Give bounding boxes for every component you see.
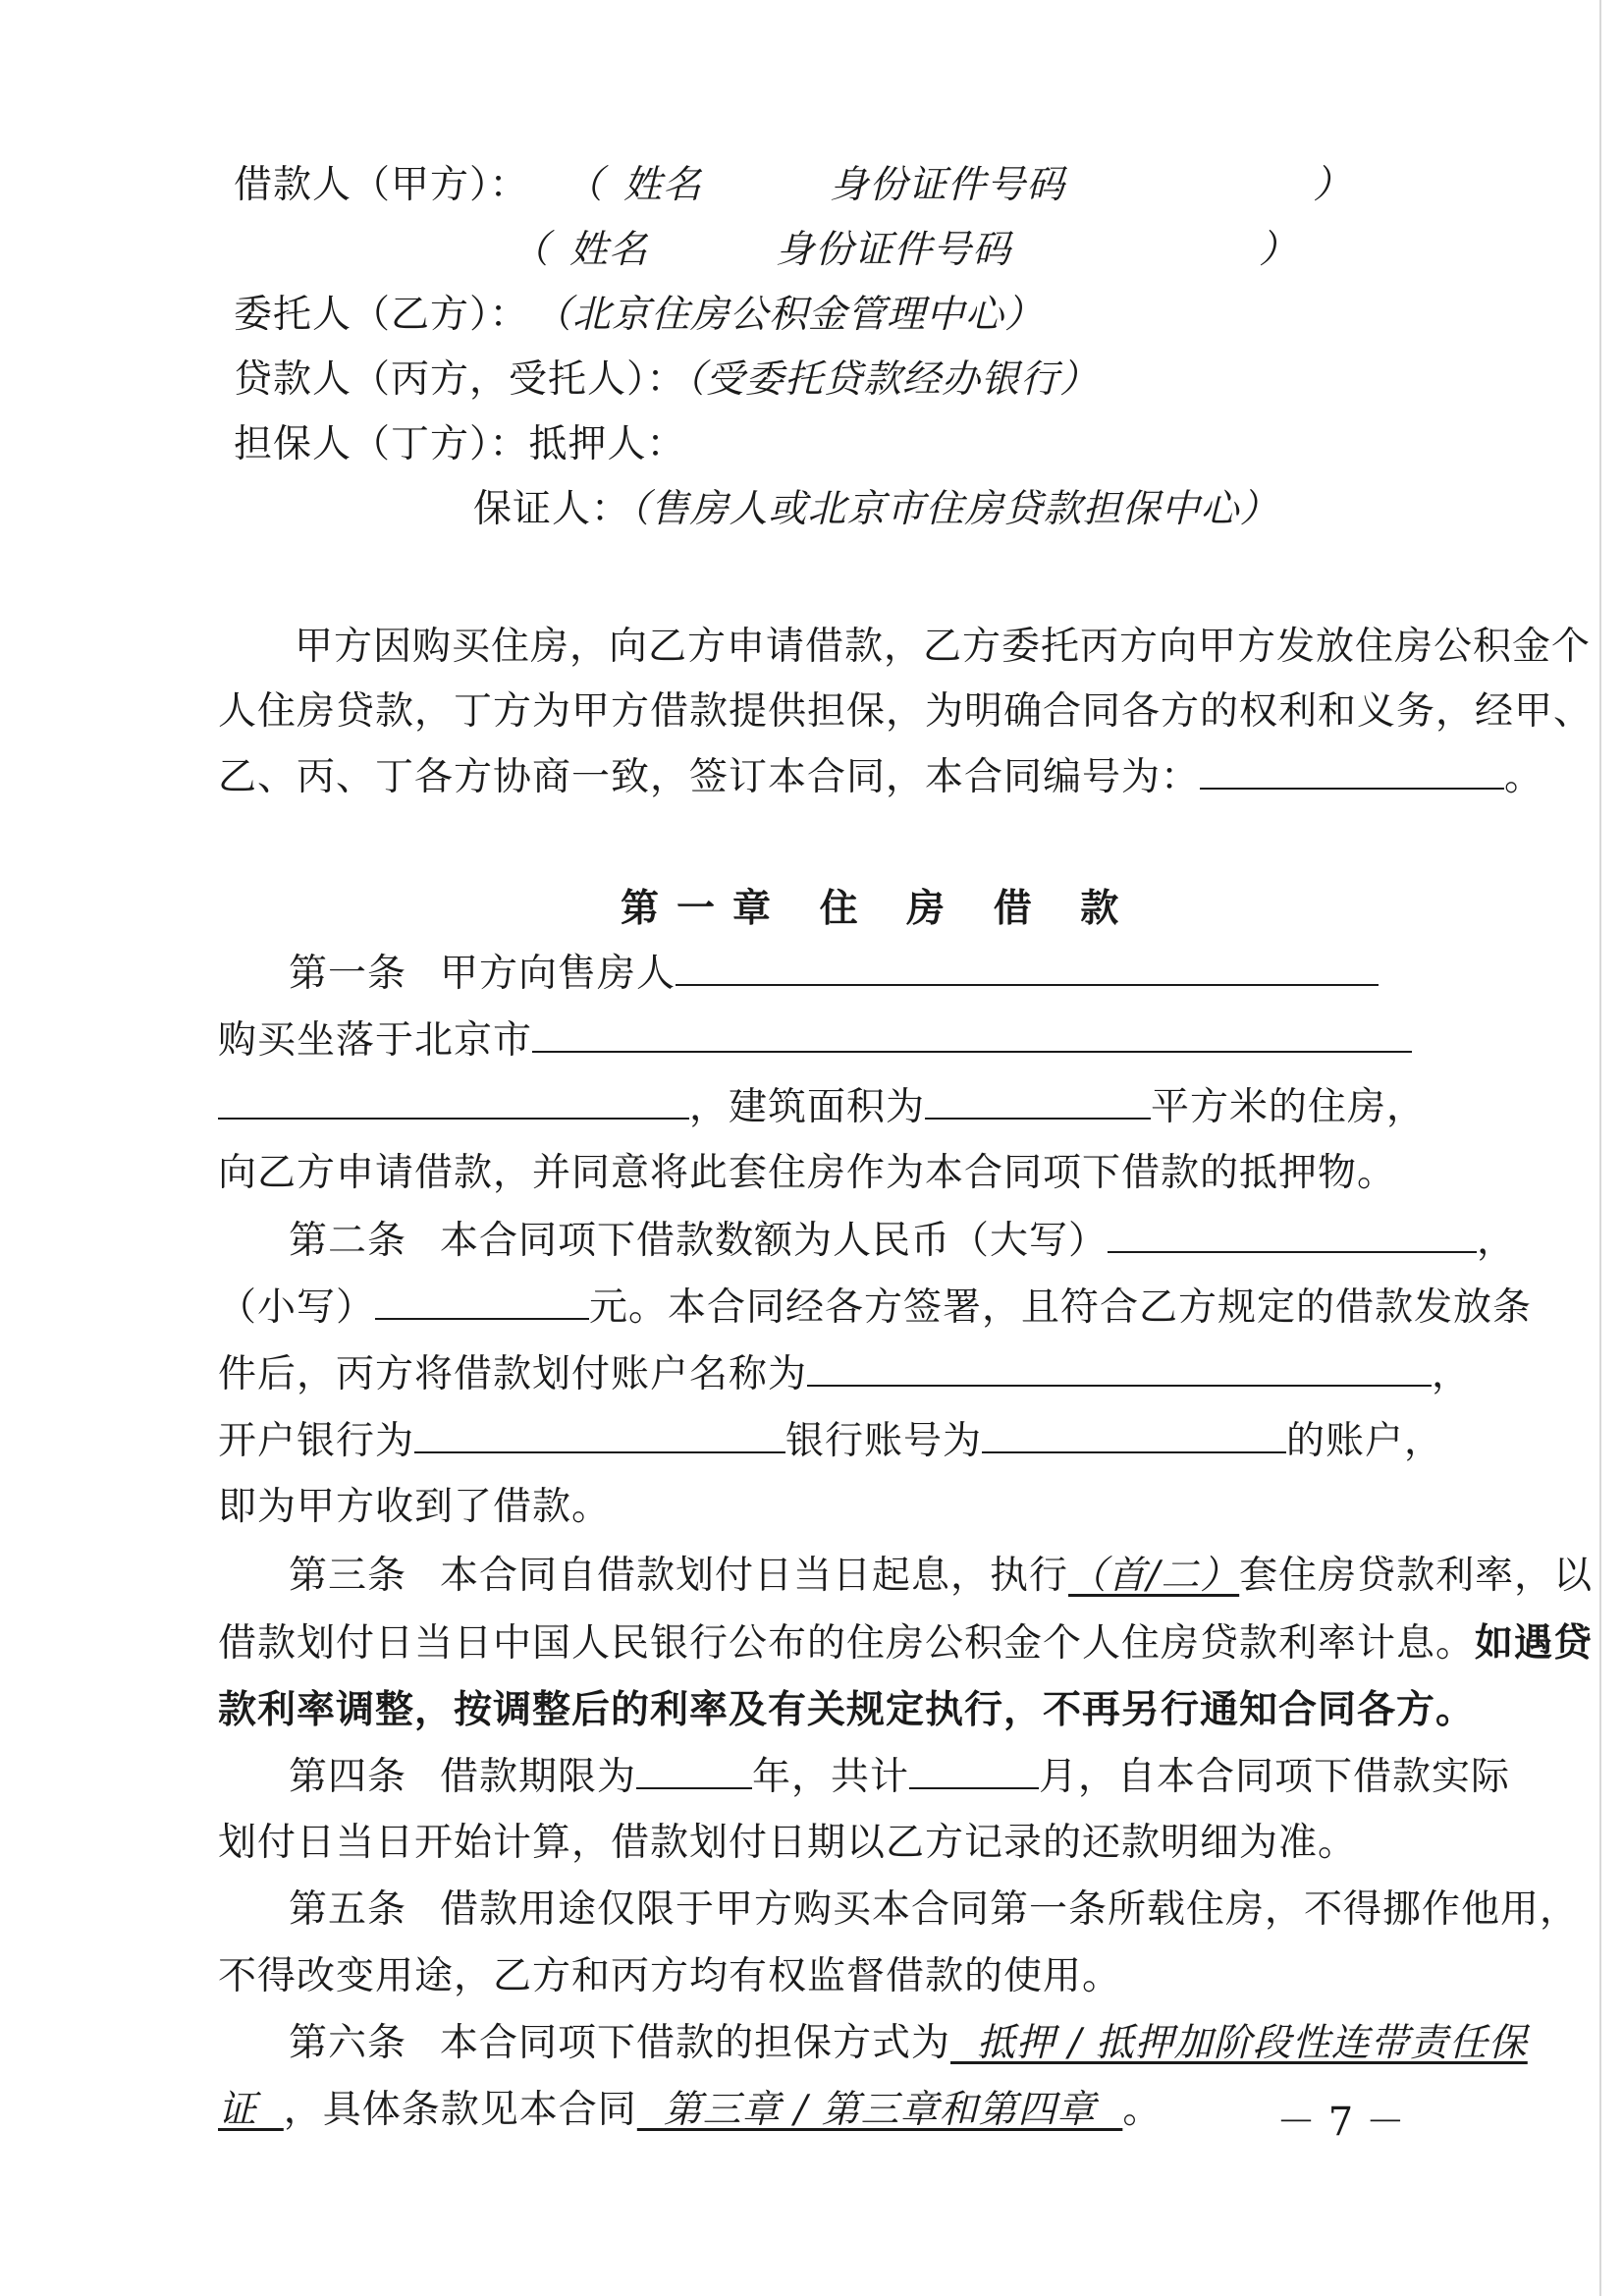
article4-text-1: 借款期限为 xyxy=(440,1755,637,1799)
article2-label: 第二条 xyxy=(289,1219,407,1263)
rate-choice: （首/二） xyxy=(1068,1554,1240,1598)
borrower-2-name: 姓名 xyxy=(569,228,649,272)
article3-bold-1: 如遇贷 xyxy=(1475,1620,1594,1666)
borrower-1-name: 姓名 xyxy=(623,163,703,207)
mortgagor-label: 抵押人： xyxy=(528,422,686,466)
article1-text-2: 购买坐落于北京市 xyxy=(218,1018,533,1063)
article1-line-2 xyxy=(218,1017,1412,1064)
borrower-2-open: （ xyxy=(511,228,551,272)
article2-line-3 xyxy=(218,1351,1471,1397)
chapter-title: 第一章 住 房 借 款 xyxy=(621,886,1137,931)
article2-text-1: 本合同项下借款数额为人民币（大写） xyxy=(440,1219,1109,1263)
article5-text-1: 借款用途仅限于甲方购买本合同第一条所载住房，不得挪作他用， xyxy=(440,1887,1580,1932)
entrustor-label: 委托人（乙方）： xyxy=(234,293,529,337)
location-blank-2 xyxy=(218,1084,689,1120)
article2-line-1 xyxy=(289,1218,1516,1264)
amount-figures-blank xyxy=(375,1285,589,1320)
article2-text-3: 元。本合同经各方签署，且符合乙方规定的借款发放条 xyxy=(589,1285,1533,1330)
article2-line-2 xyxy=(218,1285,1532,1331)
article2-text-4-end: ， xyxy=(1432,1352,1472,1396)
borrower-1-open: （ xyxy=(583,163,605,207)
article2-line-5: 即为甲方收到了借款。 xyxy=(218,1485,612,1529)
article3-line-1 xyxy=(289,1554,1593,1599)
lender-line xyxy=(234,357,1099,403)
article2-text-4: 件后，丙方将借款划付账户名称为 xyxy=(218,1352,808,1396)
article6-text-3: 。 xyxy=(1122,2088,1163,2132)
preamble-line-1: 甲方因购买住房，向乙方申请借款，乙方委托丙方向甲方发放住房公积金个 xyxy=(295,625,1592,669)
bank-blank xyxy=(414,1418,785,1453)
account-number-blank xyxy=(982,1418,1286,1453)
preamble-line-3 xyxy=(218,754,1543,800)
article4-text-3: 月，自本合同项下借款实际 xyxy=(1039,1755,1511,1799)
borrower-2-id: 身份证件号码 xyxy=(776,228,1012,272)
article3-text-1: 本合同自借款划付日当日起息，执行 xyxy=(440,1554,1069,1598)
article3-line-2 xyxy=(218,1620,1593,1667)
surety-value: （售房人或北京市住房贷款担保中心） xyxy=(630,487,1279,531)
seller-blank xyxy=(676,951,1379,986)
article4-label: 第四条 xyxy=(289,1755,407,1799)
article2-line-4 xyxy=(218,1418,1443,1464)
borrower-1-close: ） xyxy=(1313,163,1353,207)
guarantor-label: 担保人（丁方）： xyxy=(234,422,529,466)
article2-text-6: 银行账号为 xyxy=(785,1419,983,1463)
lender-value: （受委托贷款经办银行） xyxy=(685,357,1100,402)
article1-line-3 xyxy=(218,1084,1426,1130)
article2-text-2: （小写） xyxy=(218,1285,376,1330)
guarantee-choice: 抵押 / 抵押加阶段性连带责任保 xyxy=(950,2021,1528,2065)
account-name-blank xyxy=(807,1351,1432,1387)
guarantor-line xyxy=(234,422,686,467)
borrower-line-1 xyxy=(234,163,1352,208)
preamble-line-2: 人住房贷款，丁方为甲方借款提供担保，为明确合同各方的权利和义务，经甲、 xyxy=(218,689,1594,734)
article5-line-1 xyxy=(289,1887,1579,1933)
months-blank xyxy=(909,1754,1039,1789)
article2-text-5: 开户银行为 xyxy=(218,1419,415,1463)
years-blank xyxy=(636,1754,752,1789)
page-edge xyxy=(1599,0,1601,2296)
article5-label: 第五条 xyxy=(289,1887,407,1932)
preamble-line-3-end: 。 xyxy=(1504,755,1544,799)
article3-label: 第三条 xyxy=(289,1554,407,1598)
article1-text-3: ，建筑面积为 xyxy=(689,1085,926,1129)
article6-text-2: ，具体条款见本合同 xyxy=(283,2088,637,2132)
article3-text-3: 借款划付日当日中国人民银行公布的住房公积金个人住房贷款利率计息。 xyxy=(218,1621,1476,1666)
article3-line-3: 款利率调整，按调整后的利率及有关规定执行，不再另行通知合同各方。 xyxy=(218,1687,1476,1732)
article2-text-1-end: ， xyxy=(1477,1219,1517,1263)
surety-label: 保证人： xyxy=(473,487,631,531)
article6-text-1: 本合同项下借款的担保方式为 xyxy=(440,2021,951,2065)
entrustor-line xyxy=(234,293,1044,338)
chapter-choice: 第三章 / 第三章和第四章 xyxy=(636,2088,1123,2132)
article3-text-2: 套住房贷款利率，以 xyxy=(1239,1554,1594,1598)
article6-line-2 xyxy=(218,2088,1162,2133)
article1-label: 第一条 xyxy=(289,952,407,996)
article6-line-1 xyxy=(289,2021,1528,2066)
article6-label: 第六条 xyxy=(289,2021,407,2065)
guarantee-choice-cont: 证 xyxy=(218,2088,284,2132)
article1-text-1: 甲方向售房人 xyxy=(440,952,676,996)
area-blank xyxy=(925,1084,1151,1120)
surety-line xyxy=(473,487,1279,532)
article1-line-4: 向乙方申请借款，并同意将此套住房作为本合同项下借款的抵押物。 xyxy=(218,1151,1397,1195)
location-blank xyxy=(532,1017,1412,1053)
article1-text-4: 平方米的住房， xyxy=(1151,1085,1427,1129)
article4-text-2: 年，共计 xyxy=(752,1755,910,1799)
borrower-line-2 xyxy=(511,228,1298,273)
contract-number-blank xyxy=(1200,754,1504,790)
article2-text-7: 的账户， xyxy=(1286,1419,1444,1463)
amount-words-blank xyxy=(1108,1218,1477,1253)
preamble-line-3-text: 乙、丙、丁各方协商一致，签订本合同，本合同编号为： xyxy=(218,755,1201,799)
page-number: － 7 － xyxy=(1276,2100,1405,2145)
article4-line-2: 划付日当日开始计算，借款划付日期以乙方记录的还款明细为准。 xyxy=(218,1821,1358,1865)
article5-line-2: 不得改变用途，乙方和丙方均有权监督借款的使用。 xyxy=(218,1954,1122,1998)
borrower-1-id: 身份证件号码 xyxy=(830,163,1066,207)
article1-line-1 xyxy=(289,951,1379,997)
entrustor-value: （北京住房公积金管理中心） xyxy=(552,293,1045,337)
article4-line-1 xyxy=(289,1754,1510,1800)
lender-label: 贷款人（丙方，受托人）： xyxy=(234,357,686,402)
borrower-label: 借款人（甲方）： xyxy=(234,163,529,207)
borrower-2-close: ） xyxy=(1259,228,1299,272)
